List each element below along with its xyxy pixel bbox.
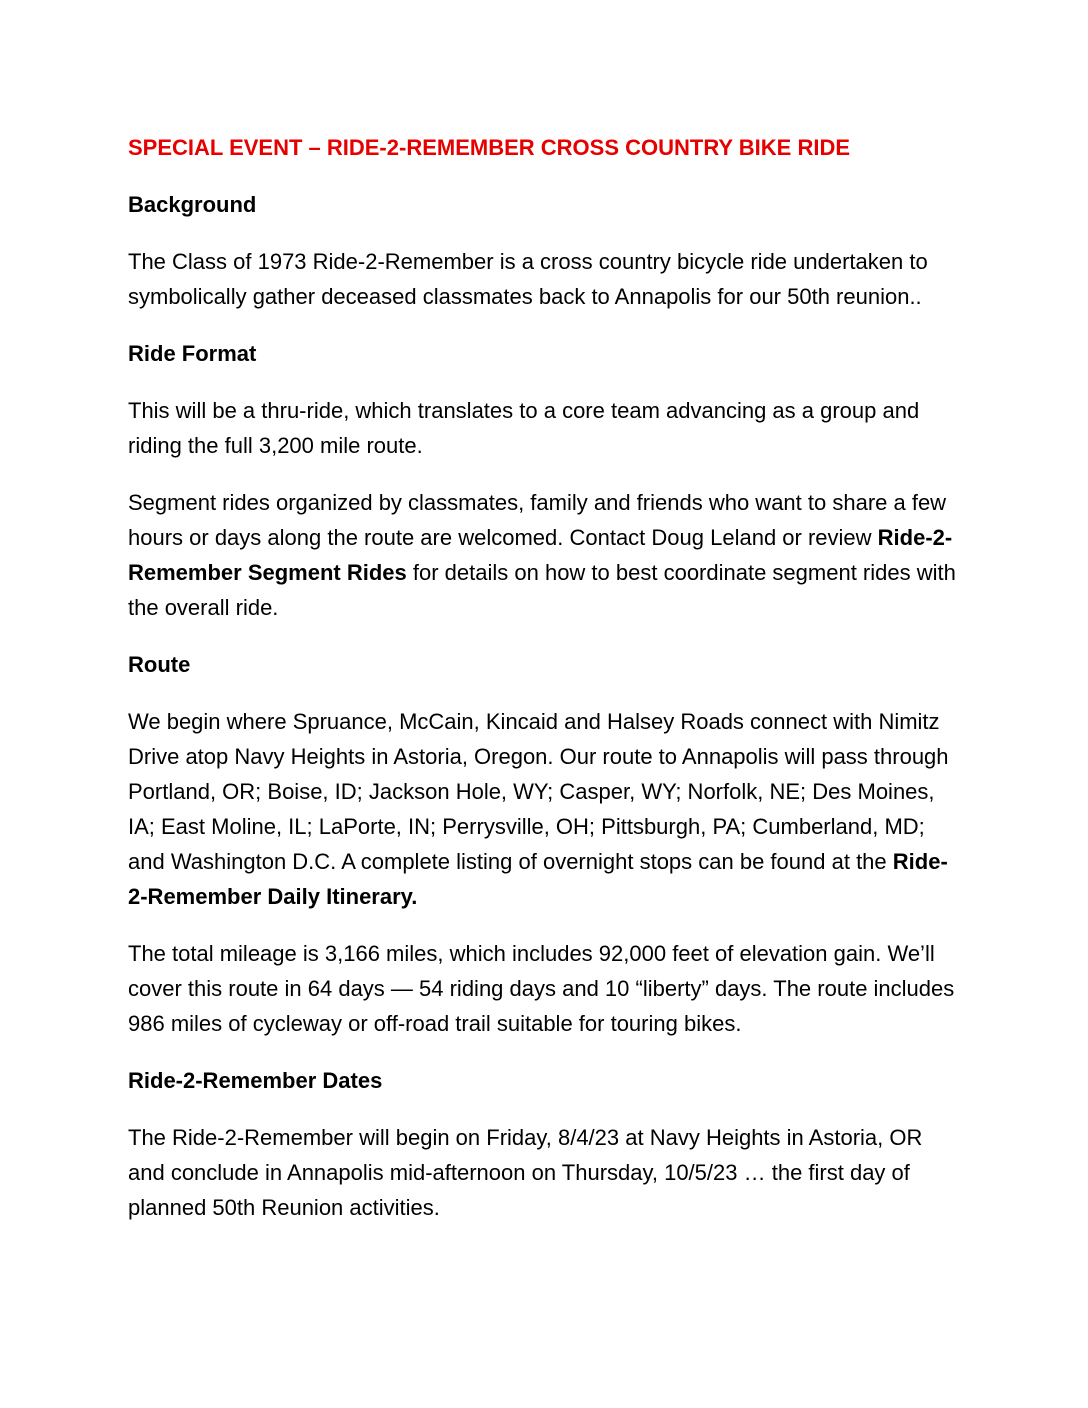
bold-text-run: Ride-2-Remember Daily Itinerary. — [128, 849, 948, 909]
paragraph — [128, 936, 960, 1041]
text-run: Segment rides organized by classmates, family and friends who want to share a few hours or days along the route are welcomed. Contact Doug Leland or review — [128, 490, 947, 550]
document-section — [128, 1063, 960, 1225]
document-body — [128, 187, 960, 1225]
text-run: We begin where Spruance, McCain, Kincaid and Halsey Roads connect with Nimitz Drive atop Navy Heights in Astoria, Oregon. Our route to Annapolis will pass through Portland, OR; Boise, ID; Jackson Hole, WY; Casper, WY; Norfolk, NE; Des Moines, IA; East Moline, IL; LaPorte, IN; Perrysville, OH; Pittsburgh, PA; Cumberland, MD; and Washington D.C. A complete listing of overnight stops can be found at the — [128, 709, 949, 874]
text-run: The Class of 1973 Ride-2-Remember is a cross country bicycle ride undertaken to symbolically gather deceased classmates back to Annapolis for our 50th reunion.. — [128, 249, 928, 309]
paragraph — [128, 1120, 960, 1225]
section-heading: Route — [128, 652, 191, 677]
bold-text-run: Ride-2-Remember Segment Rides — [128, 525, 953, 585]
text-run: The Ride-2-Remember will begin on Friday, 8/4/23 at Navy Heights in Astoria, OR and conclude in Annapolis mid-afternoon on Thursday, 10/5/23 … the first day of planned 50th Reunion activities. — [128, 1125, 923, 1220]
document-section — [128, 336, 960, 625]
text-run: The total mileage is 3,166 miles, which includes 92,000 feet of elevation gain. We’ll cover this route in 64 days — 54 riding days and 10 “liberty” days. The route includes 986 miles of cycleway or off-road trail suitable for touring bikes. — [128, 941, 955, 1036]
paragraph — [128, 485, 960, 625]
paragraph — [128, 704, 960, 914]
text-run: This will be a thru-ride, which translates to a core team advancing as a group and riding the full 3,200 mile route. — [128, 398, 920, 458]
paragraph — [128, 244, 960, 314]
document-section — [128, 647, 960, 1041]
document-section — [128, 187, 960, 314]
section-heading: Ride Format — [128, 341, 257, 366]
section-heading: Ride-2-Remember Dates — [128, 1068, 383, 1093]
section-heading: Background — [128, 192, 257, 217]
text-run: for details on how to best coordinate segment rides with the overall ride. — [128, 560, 956, 620]
paragraph — [128, 393, 960, 463]
document-title: SPECIAL EVENT – RIDE-2-REMEMBER CROSS COUNTRY BIKE RIDE — [128, 135, 851, 160]
